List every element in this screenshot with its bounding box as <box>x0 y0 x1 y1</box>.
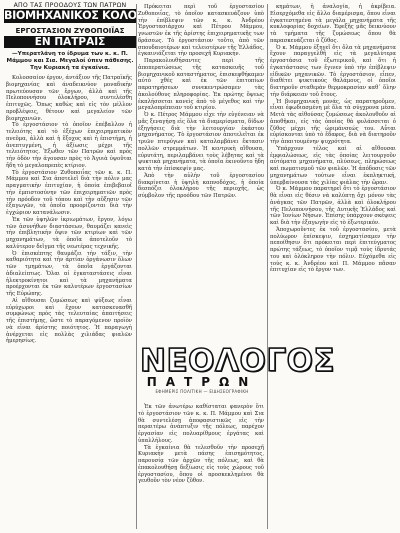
paragraph: Τὸ ἐργοστάσιον Ζυθοποιΐας τῶν κ. κ. Π. Μάμμου καὶ Σια ἀποτελεῖ διὰ τὴν πόλιν μας πραγματικὴν ἐπιτυχίαν, ἡ ὁποία ἐπιβεβαιοῖ τὴν ἐμπιστοσύνην τῶν ἐπιχειρηματιῶν πρὸς τὴν πρόοδον τοῦ τόπου καὶ τὴν αὔξησιν τῶν ἐξαγωγῶν, τὰ ὁποῖα προορίζονται διὰ τὴν ἐγχώριον κατανάλωσιν. <box>6 169 132 216</box>
paragraph: Τὰ ἐγκαίνια θὰ τελεσθοῦν τὴν προσεχῆ Κυριακὴν μετὰ πάσης ἐπισημότητος, παρουσίᾳ τῶν ἀρχῶν τῆς πόλεως, καὶ θὰ ἐπακολουθήσῃ δεξίωσις εἰς τοὺς χώρους τοῦ ἐργοστασίου, ὅπου οἱ προσκεκλημένοι θὰ γευθοῦν τὸν νέον ζῦθον. <box>138 444 264 485</box>
paragraph: Ἀπὸ τὴν αὐλὴν τοῦ ἐργοστασίου διακρίνεται ἡ ὑψηλὴ καπνοδόχος, ἡ ὁποία δεσπόζει ὁλοκλήρου τῆς περιοχῆς, ὡς σύμβολον τῆς προόδου τῶν Πατρῶν. <box>138 172 264 199</box>
paragraph: Τὸ ἐργοστάσιον τὸ ὁποῖον ἐπέβαλλον ἡ τελειότης καὶ τὸ ἐξέχων ἐπιχειρηματικὸν πνεῦμα, ἀλλὰ καὶ ἡ ἔξοχος καὶ ἡ ἐπιστήμη, ἡ ἀνεπτυγμένη, ἡ ἀξίωσις μέχρι τῆς τελειότητος. Ἐξωθεν τῶν Πατρῶν καὶ πρὸς τὴν ὁδὸν τὴν ἀγουσαν πρὸς τὸ Ἀγυιὰ ὑψοῦται ἤδη τὸ μεγαλοπρεπὲς κτίριον. <box>6 122 132 169</box>
article-subhead: ΕΡΓΟΣΤΑΣΙΟΝ ΖΥΘΟΠΟΙΪΑΣ <box>15 26 125 35</box>
article-subhead-location: ΕΝ ΠΑΤΡΑΙΣ <box>4 36 136 48</box>
article-kicker: ΑΠΟ ΤΑΣ ΠΡΟΟΔΟΥΣ ΤΩΝ ΠΑΤΡΩΝ <box>13 2 127 9</box>
paragraph: Ὑπάρχουν τέλος καὶ αἱ αἴθουσαι ἐμφιαλώσεως, εἰς τὰς ὁποίας λειτουργοῦν αὐτόματα μηχανήματα, πλύσεως, πληρώσεως καὶ πωματισμοῦ τῶν φιαλῶν. Ἡ ἀπόδοσις τῶν μηχανημάτων τούτων εἶναι ἐκπληκτική, ὑπερβαίνουσα τὰς χιλίας φιάλας τὴν ὥραν. <box>270 145 396 186</box>
paragraph: Ὁ κ. Πέτρος Μάμμου εἶχε τὴν εὐγένειαν νὰ μᾶς ξεναγήσῃ εἰς ὅλα τὰ διαμερίσματα, δίδων ἐξηγήσεις διὰ τὴν λειτουργίαν ἑκάστου μηχανήματος. Τὸ ἐργοστάσιον ἀποτελεῖται ἐκ τριῶν πτερύγων καὶ καταλαμβάνει ἔκτασιν πολλῶν στρεμμάτων. Ἡ κεντρικὴ αἴθουσα, εὐρυτάτη, περιλαμβάνει τοὺς λέβητας καὶ τὰ ψυκτικὰ μηχανήματα, τὰ ὁποῖα ἐκινοῦντο ἤδη κατὰ τὴν ἐπίσκεψίν μας. <box>138 112 264 172</box>
column-divider <box>136 4 137 529</box>
paragraph: Ἡ βιομηχανικὴ μονάς, ὡς παρατηροῦμεν, εἶναι ἐφωδιασμένη μὲ ὅλα τὰ σύγχρονα μέσα. Μετὰ τὰς αἰθούσας ζυμώσεως ἀκολουθοῦν αἱ ἀποθῆκαι, εἰς τὰς ὁποίας θὰ φυλάσσεται ὁ ζῦθος μέχρι τῆς ὡριμάνσεώς του. Αὗται εὑρίσκονται ὑπὸ τὸ ἔδαφος, διὰ νὰ διατηροῦν τὴν ἀπαιτουμένην ψυχρότητα. <box>270 98 396 145</box>
article-column-1 <box>6 75 132 529</box>
article-column-2-continued <box>138 404 264 529</box>
paragraph: κημάτων, ἡ ἀναλογία, ἡ ἀκρίβεια. Εἰσερχόμεθα εἰς ἄλλο διαμέρισμα, ὅπου εἶναι ἐγκατεστημένα τὰ μεγάλα μηχανήματα τῆς κυκλοφορίας δοχείων. Ἐφεξῆς μᾶς δεικνύουν τὰ τμήματα τῆς ζυμώσεως ὅπου θὰ παρασκευάζεται ὁ ζῦθος. <box>270 4 396 44</box>
paragraph: Αἱ αἴθουσαι ζυμώσεως καὶ ψύξεως εἶναι εὐρύχωροι καὶ ἔχουν κατασκευασθῆ συμφώνως πρὸς τὰς τελευταίας ἀπαιτήσεις τῆς ἐπιστήμης, ὥστε τὸ παραγόμενον προϊὸν νὰ εἶναι ἀρίστης ποιότητος. Ἡ παραγωγὴ ἀνέρχεται εἰς πολλὰς χιλιάδας φιαλῶν ἡμερησίως. <box>6 297 132 345</box>
paragraph: Ὁ ἐπισκέπτης θαυμάζει τὴν τάξιν, τὴν καθαριότητα καὶ τὴν ἀρτίαν ὀργάνωσιν ὅλων τῶν τμημάτων, τὰ ὁποῖα ἐργάζονται ἀδιαλείπτως. Ὅλαι αἱ ἐγκαταστάσεις εἶναι ἠλεκτροκίνητοι καὶ τὰ μηχανήματα προέρχονται ἐκ τῶν καλυτέρων ἐργοστασίων τῆς Εὐρώπης. <box>6 250 132 297</box>
paragraph: Ἀποχωροῦντες ἐκ τοῦ ἐργοστασίου, μετὰ πολύωρον ἐπίσκεψιν, ἐσχηματίσαμεν τὴν πεποίθησιν ὅτι πρόκειται περὶ ἐπιτεύγματος πρώτης τάξεως, τὸ ὁποῖον τιμᾷ τοὺς ἱδρυτάς του καὶ ὁλόκληρον τὴν πόλιν. Εὐχόμεθα εἰς τοὺς κ. κ. Ἀνδρέου καὶ Π. Μάμμου πᾶσαν ἐπιτυχίαν εἰς τὸ ἔργον των. <box>270 226 396 274</box>
paragraph: Ἐκ τῶν ἀνωτέρω καθίσταται φανερὸν ὅτι τὸ ἐργοστάσιον τῶν κ. κ. Π. Μάμμου καὶ Σια θὰ συντελέσῃ ἀποφασιστικῶς εἰς τὴν περαιτέρω ἀνάπτυξιν τῆς πόλεως, παρέχον ἐργασίαν εἰς πολυαρίθμους ἐργάτας καὶ ὑπαλλήλους. <box>138 404 264 444</box>
article-column-3 <box>270 4 396 529</box>
paragraph: Πρόκειται περὶ τοῦ ἐργοστασίου Ζυθοποιΐας, τὸ ὁποῖον κατασκευάζουν ὑπὸ τὴν ἐπίβλεψιν τῶν κ. κ. Ἀνδρέου Ἐργοστασιάρχου καὶ Πέτρου Μάμμου, γνωστῶν ἐκ τῆς ἀρίστης ἐπιχειρηματικῆς των δράσεως. Τὸ ἐργοστάσιον τοῦτο, ἀπὸ τῶν σπουδαιοτέρων καὶ τελειοτέρων τῆς Ἑλλάδος, ἐγκαινιάζεται τὴν προσεχῆ Κυριακήν. <box>138 4 264 58</box>
paragraph: Παρακολουθήσαντες περὶ τῆς ἀποπερατώσεως τῆς κατασκευῆς τοῦ βιομηχανικοῦ καταστήματος, ἐπισκεφθήκαμεν αὐτὸ χθές καὶ ἐκ τῶν ἐπιτοπίων παρατηρήσεων συνεκεντρώσαμεν τὰς ἀκολούθους πληροφορίας. Ἐκ πρώτης ὄψεως ἐκπλήσσεται κανεὶς ἀπὸ τὸ μέγεθος καὶ τὴν μεγαλοπρέπειαν τοῦ κτιρίου. <box>138 58 264 112</box>
article-headline: ΒΙΟΜΗΧΑΝΙΚΟΣ ΚΟΛΟΣΣΟΣ <box>4 9 168 22</box>
column-divider <box>267 4 268 529</box>
masthead-tagline: ΕΦΗΜΕΡΙΣ ΠΟΛΙΤΙΚΗ — ΕΙΔΗΣΕΟΓΡΑΦΙΚΗ <box>155 389 249 394</box>
paragraph: Ὁ κ. Μάμμου ἐξηγεῖ ὅτι ὅλα τὰ μηχανήματα ἔχουν παραγγελθῆ εἰς τὰ μεγαλύτερα ἐργοστάσια τοῦ ἐξωτερικοῦ, καὶ ὅτι ἡ ἐγκατάστασις των ἔγινεν ὑπὸ τὴν ἐπίβλεψιν εἰδικῶν μηχανικῶν. Τὸ ἐργοστάσιον, εἶπεν, διαθέτει ψυκτικοὺς θαλάμους, οἱ ὁποῖοι διατηροῦν σταθερὰν θερμοκρασίαν καθ᾽ ὅλην τὴν διάρκειαν τοῦ ἔτους. <box>270 44 396 98</box>
article-lead: —Υπερατλάνη το ίδρυμα των κ. κ. Π. Μάμμου και Σια. Μεγαλοί ύπεν πάθεσης. Την Κυριακή τα έγκαίνια. <box>6 51 134 71</box>
paragraph: Κολοσσαίον έργον, άντάξιον τῆς Πατραϊκῆς βιομηχανίας καὶ άναδεικνύον μοναδικὴν πρωτεύουσαν τῶν ἔργων, ἀλλὰ καὶ τῆς Πελοποννήσου ὁλοκλήρου, συντελέσθη ἐπιτυχῶς. Ὅπως καθὼς καὶ εἰς τὸν μέλλον προβλέψεις, θέτουν καὶ μεγαλείον τῶν βιομηχανιῶν. <box>6 75 132 122</box>
masthead-title: ΝΕΟΛΟΓΟΣ <box>140 343 336 379</box>
paragraph: Ὁ κ. Μάμμου παρατηρεῖ ὅτι τὸ ἐργοστάσιον θὰ εἶναι εἰς θέσιν νὰ καλύπτῃ ὄχι μόνον τὰς ἀνάγκας τῶν Πατρῶν, ἀλλὰ καὶ ὁλοκλήρου τῆς Πελοποννήσου, τῆς Δυτικῆς Ἑλλάδος καὶ τῶν Ἰονίων Νήσων. Ἐπίσης ὑπάρχουν σκέψεις καὶ διὰ τὴν ἐξαγωγὴν εἰς τὸ ἐξωτερικόν. <box>270 186 396 226</box>
masthead-city: ΠΑΤΡΩΝ <box>146 375 258 389</box>
paragraph: Ἐκ τῶν ὑψηλῶν ἱκριωμάτων, ἔργον, λόγω τῶν ἀσυνήθων διαστάσεων, θαυμάζει κανεὶς τὴν ἐπιβλητικὴν ὄψιν τῶν κτιρίων καὶ τῶν μηχανημάτων, τὰ ὁποῖα ἀποτελοῦν τὸ καλύτερον δεῖγμα τῆς νεωτέρας τεχνικῆς. <box>6 216 132 250</box>
article-column-2 <box>138 4 264 339</box>
newspaper-masthead <box>140 343 336 400</box>
